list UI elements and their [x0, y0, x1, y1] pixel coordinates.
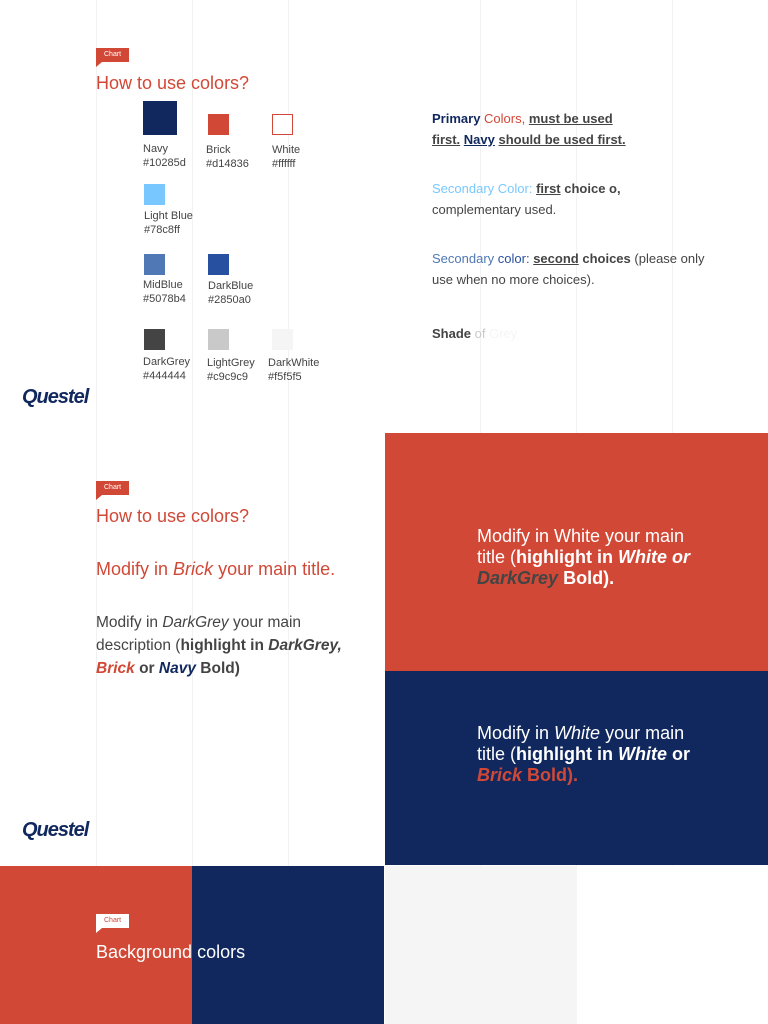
- swatch-white: [272, 114, 293, 135]
- swatch-midblue: [144, 254, 165, 275]
- swatch-darkblue: [208, 254, 229, 275]
- swatch-midblue-label: MidBlue #5078b4: [143, 279, 186, 305]
- swatch-darkblue-label: DarkBlue #2850a0: [208, 280, 254, 306]
- swatch-darkwhite: [272, 329, 293, 350]
- white-background-block: [577, 866, 768, 1024]
- chart-tag: Chart: [96, 914, 129, 928]
- slide-title: How to use colors?: [96, 73, 250, 93]
- darkgrey-description-example: Modify in DarkGrey your main description (highlight in DarkGrey, Brick or Navy Bold): [96, 614, 342, 677]
- swatch-brick-label: Brick #d14836: [206, 144, 249, 170]
- chart-tag: Chart: [96, 48, 129, 62]
- secondary-first-note: Secondary Color: first choice o, complementary used.: [432, 181, 621, 217]
- slide-title: Background colors: [96, 942, 246, 962]
- questel-logo: Questel: [22, 386, 89, 408]
- navy-panel: [385, 671, 768, 865]
- darkwhite-background-block: [385, 866, 577, 1024]
- brick-panel: [385, 433, 768, 671]
- swatch-white-label: White #ffffff: [272, 144, 301, 170]
- slide-title: How to use colors?: [96, 506, 250, 526]
- swatch-navy: [143, 101, 177, 135]
- swatch-brick: [208, 114, 229, 135]
- primary-colors-note: Primary Colors, must be used first. Navy should be used first.: [432, 111, 626, 147]
- swatch-light-blue-label: Light Blue #78c8ff: [144, 210, 193, 236]
- brick-title-example: Modify in Brick your main title.: [96, 559, 336, 579]
- navy-panel-text: Modify in White your main title (highlight in White or Brick Bold).: [477, 723, 691, 785]
- swatch-darkgrey: [144, 329, 165, 350]
- swatch-light-blue: [144, 184, 165, 205]
- shade-of-grey-note: Shade of Grey: [432, 326, 518, 341]
- chart-tag: Chart: [96, 481, 129, 495]
- swatch-darkwhite-label: DarkWhite #f5f5f5: [268, 357, 320, 383]
- questel-logo: Questel: [22, 819, 89, 841]
- swatch-lightgrey-label: LightGrey #c9c9c9: [207, 357, 255, 383]
- secondary-second-note: Secondary color: second choices (please only use when no more choices).: [432, 251, 705, 287]
- swatch-navy-label: Navy #10285d: [143, 143, 186, 169]
- swatch-darkgrey-label: DarkGrey #444444: [143, 356, 191, 382]
- swatch-lightgrey: [208, 329, 229, 350]
- brick-panel-text: Modify in White your main title (highlight in White or DarkGrey Bold).: [477, 526, 691, 588]
